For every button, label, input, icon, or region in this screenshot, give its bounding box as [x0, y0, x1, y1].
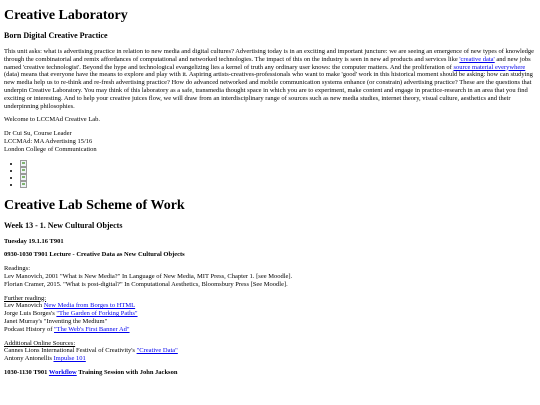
online-sources-label: Additional Online Sources: — [4, 339, 76, 347]
session-date: Tuesday 19.1.16 T901 — [4, 237, 64, 245]
banner-ad-link[interactable]: "The Web's First Banner Ad" — [54, 325, 130, 333]
cannes-creative-data-link[interactable]: "Creative Data" — [136, 347, 178, 355]
reading-item: Lev Manovich, 2001 "What is New Media?" In Language of New Media, MIT Press, Chapter 1. [see Moodle]. — [4, 272, 293, 280]
week-heading: Week 13 - 1. New Cultural Objects — [4, 220, 123, 230]
list-item — [20, 167, 536, 174]
list-item — [20, 181, 536, 188]
further-reading-block — [4, 295, 536, 334]
signature-block — [4, 130, 536, 153]
list-item — [20, 160, 536, 167]
intro-text-3: (data) means that everyone have the means to explore and play with it. Aspiring artists-creatives-professionals who want to make 'good' work in this historical moment should be asking: how can studying new media help us to re-think and re-fresh advertising practice? How do advanced networked and mobile communication systems enhance (or constrain) advertising practice? These are the questions that underpin Creative Laboratory. You may think of this laboratory as a safe, transmedia thought space in which you are to experiment, make content and engage in practice-research in an area that you find exciting or interesting. And to help your creative juices flow, we will draw from an interdisciplinary range of sources such as new media studies, internet theory, visual culture, aesthetics and their underpinning philosophies. — [4, 71, 533, 110]
signature-line: Dr Cui Su, Course Leader — [4, 130, 72, 138]
reading-item: Florian Cramer, 2015. "What is post-digital?" In Computational Aesthetics, Bloomsbury Press [See Moodle]. — [4, 280, 288, 288]
workflow-heading-prefix: 1030-1130 T901 — [4, 368, 49, 376]
broken-image-icon[interactable] — [20, 181, 27, 188]
item-text: Podcast History of — [4, 325, 55, 333]
workflow-heading-suffix: Training Session with John Jackson — [76, 368, 178, 376]
broken-image-icon[interactable] — [20, 167, 27, 174]
item-text: Jorge Luis Borges's — [4, 310, 57, 318]
source-material-link[interactable]: source material everywhere — [453, 63, 526, 71]
further-reading-label: Further reading: — [4, 294, 47, 302]
workflow-link[interactable]: Workflow — [48, 368, 77, 376]
intro-text-2: and new jobs named 'creative technologist'. Beyond the hype and technological evangelizing lies a kernel of truth any ordinary user knows: the computer matters. And the proliferation of — [4, 55, 531, 71]
creative-data-link[interactable]: 'creative data' — [459, 55, 495, 63]
signature-line: LCCMAd: MA Advertising 15/16 — [4, 137, 93, 145]
forking-paths-link[interactable]: "The Garden of Forking Paths" — [56, 310, 138, 318]
further-reading-item — [4, 326, 536, 334]
page-subtitle: Born Digital Creative Practice — [4, 31, 108, 41]
readings-label: Readings: — [4, 265, 30, 273]
readings-block — [4, 265, 536, 288]
workflow-heading — [4, 369, 536, 377]
intro-paragraph — [4, 48, 536, 110]
signature-line: London College of Communication — [4, 145, 97, 153]
broken-image-icon[interactable] — [20, 174, 27, 181]
item-text: Cannes Lions International Festival of Creativity's — [4, 347, 137, 355]
item-text: Janet Murray's "Inventing the Medium" — [4, 317, 108, 325]
item-text: Lev Manovich — [4, 302, 44, 310]
online-source-item — [4, 355, 536, 363]
lecture-heading: 0930-1030 T901 Lecture - Creative Data as New Cultural Objects — [4, 251, 185, 259]
intro-text-1: This unit asks: what is advertising practice in relation to new media and digital cultures? Advertising today is in an exciting and important juncture: we are seeing an emergence of new types of knowledge through the combinatorial and remix affordances of computational and networked technologies. The impact of this on the industry is seen in new ad products and services like — [4, 47, 535, 63]
welcome-text: Welcome to LCCMAd Creative Lab. — [4, 116, 101, 124]
item-text: Antony Antonellis — [4, 355, 54, 363]
scheme-title: Creative Lab Scheme of Work — [4, 197, 185, 213]
borges-html-link[interactable]: New Media from Borges to HTML — [43, 302, 136, 310]
further-reading-item — [4, 302, 536, 310]
list-item — [20, 174, 536, 181]
online-source-item — [4, 347, 536, 355]
broken-image-icon[interactable] — [20, 160, 27, 167]
further-reading-item — [4, 310, 536, 318]
image-list — [4, 160, 536, 188]
further-reading-item — [4, 318, 536, 326]
page-title: Creative Laboratory — [4, 8, 128, 23]
impulse-101-link[interactable]: Impulse 101 — [53, 355, 86, 363]
online-sources-block — [4, 340, 536, 363]
